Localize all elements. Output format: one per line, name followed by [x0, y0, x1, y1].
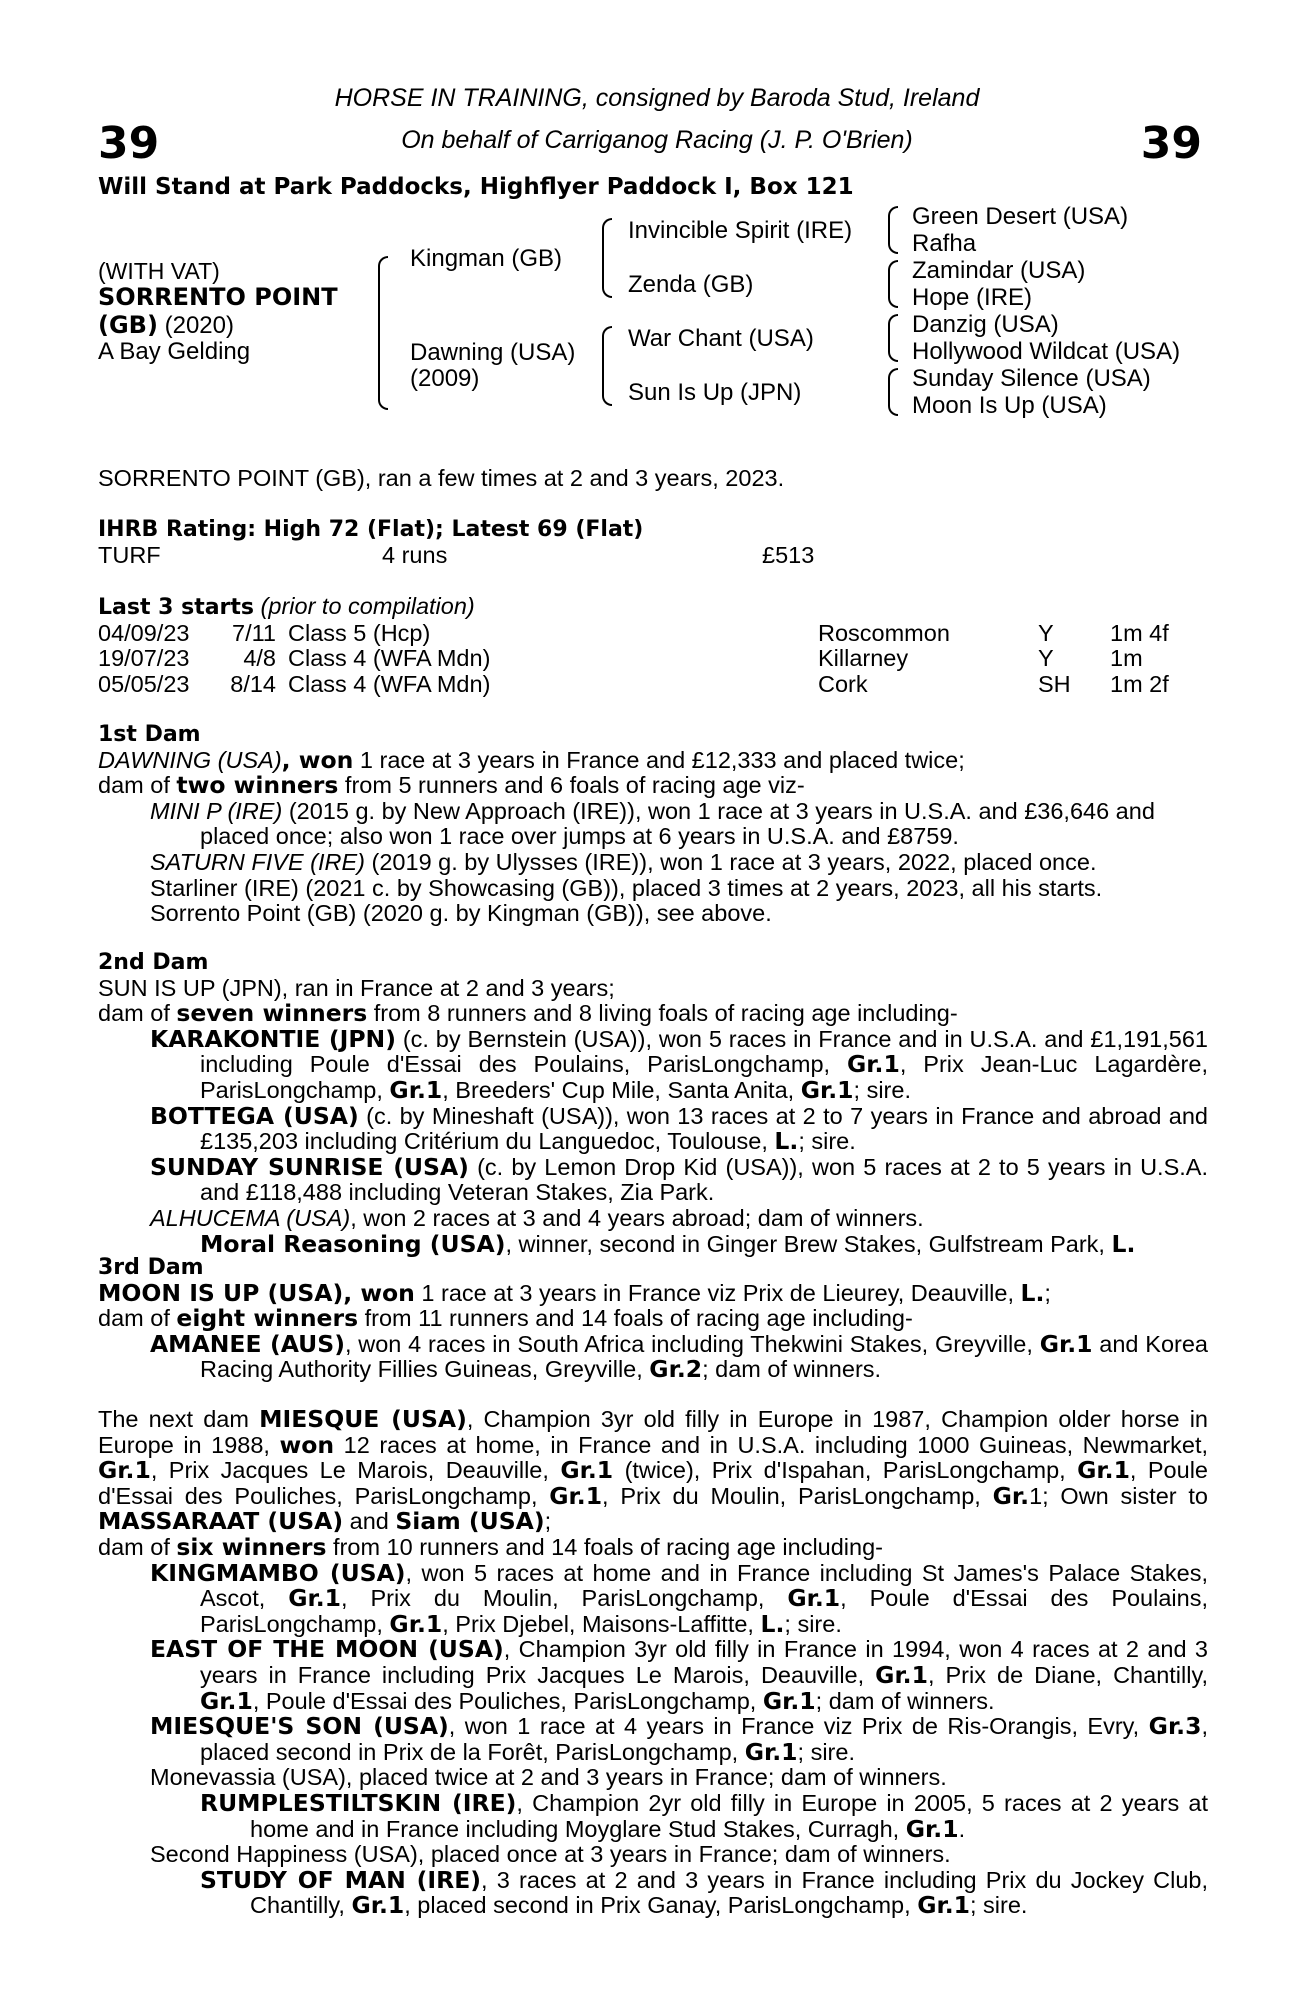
- race-summary: SORRENTO POINT (GB), ran a few times at 2 and 3 years, 2023.: [98, 465, 785, 491]
- start-dist: 1m 2f: [1110, 670, 1169, 697]
- second-dam-line1: SUN IS UP (JPN), ran in France at 2 and 3 years;: [98, 974, 615, 1001]
- consignor-line: HORSE IN TRAINING, consigned by Baroda Stud, Ireland: [334, 84, 980, 112]
- earnings: £513: [762, 541, 815, 568]
- first-dam-title: 1st Dam: [98, 722, 201, 747]
- start-going: Y: [1038, 619, 1054, 646]
- ggp-1: Green Desert (USA): [912, 203, 1129, 230]
- start-row: [98, 646, 1208, 672]
- ggp-7: Sunday Silence (USA): [912, 365, 1151, 392]
- brace-sire-line: [602, 218, 612, 298]
- stand-location: Will Stand at Park Paddocks, Highflyer Paddock I, Box 121: [98, 174, 854, 200]
- first-dam-line2: dam of two winners from 5 runners and 6 foals of racing age viz-: [98, 771, 805, 800]
- horse-name: SORRENTO POINT: [98, 283, 338, 311]
- sire-sire: Invincible Spirit (IRE): [628, 217, 853, 244]
- miesques-son-entry: MIESQUE'S SON (USA), won 1 race at 4 years in France viz Prix de Ris-Orangis, Evry, Gr.3, placed second in Prix de la Forêt, ParisLongchamp, Gr.1; sire.: [150, 1712, 1208, 1766]
- brace-g2: [888, 260, 898, 308]
- kingmambo-entry: KINGMAMBO (USA), won 5 races at home and in France including St James's Palace Stakes, Ascot, Gr.1, Prix du Moulin, ParisLongchamp, Gr.1, Poule d'Essai des Poulains, ParisLongchamp, Gr.1, Prix Djebel, Maisons-Laffitte, L.; sire.: [150, 1558, 1208, 1638]
- start-class: Class 4 (WFA Mdn): [288, 645, 491, 672]
- moral-reasoning-entry: Moral Reasoning (USA), winner, second in Ginger Brew Stakes, Gulfstream Park, L.: [200, 1229, 1136, 1258]
- brace-g3: [888, 314, 898, 362]
- dam-dam: Sun Is Up (JPN): [628, 379, 802, 406]
- third-dam-line2: dam of eight winners from 11 runners and 14 foals of racing age including-: [98, 1304, 913, 1333]
- sire-dam: Zenda (GB): [628, 271, 754, 298]
- start-dist: 1m 4f: [1110, 619, 1169, 646]
- start-row: [98, 621, 1208, 647]
- produce-2: SATURN FIVE (IRE) (2019 g. by Ulysses (IRE)), won 1 race at 3 years, 2022, placed once.: [150, 848, 1097, 875]
- brace-sire-dam: [378, 256, 388, 410]
- third-dam-title: 3rd Dam: [98, 1255, 204, 1280]
- last-starts-heading: Last 3 starts (prior to compilation): [98, 593, 475, 620]
- start-going: Y: [1038, 645, 1054, 672]
- rating-block: [98, 517, 1208, 568]
- ggp-2: Rafha: [912, 230, 977, 257]
- horse-description: A Bay Gelding: [98, 338, 251, 365]
- start-date: 05/05/23: [98, 670, 190, 697]
- start-date: 04/09/23: [98, 619, 190, 646]
- start-pos: 8/14: [230, 670, 276, 697]
- lot-number-right: 39: [1140, 118, 1202, 169]
- second-dam-section: [98, 950, 1208, 1257]
- second-happiness-entry: Second Happiness (USA), placed once at 3 years in France; dam of winners.: [150, 1841, 951, 1868]
- start-course: Cork: [818, 670, 868, 697]
- runs: 4 runs: [382, 541, 448, 568]
- last-starts-block: [98, 594, 1208, 697]
- second-dam-title: 2nd Dam: [98, 950, 209, 975]
- next-dam-section: [98, 1407, 1208, 1919]
- karakontie-entry: KARAKONTIE (JPN) (c. by Bernstein (USA)), won 5 races in France and in U.S.A. and £1,191,561 including Poule d'Essai des Poulains, ParisLongchamp, Gr.1, Prix Jean-Luc Lagardère, ParisLongchamp, Gr.1, Breeders' Cup Mile, Santa Anita, Gr.1; sire.: [150, 1024, 1208, 1104]
- start-date: 19/07/23: [98, 645, 190, 672]
- alhucema-entry: ALHUCEMA (USA), won 2 races at 3 and 4 years abroad; dam of winners.: [150, 1204, 924, 1231]
- start-pos: 7/11: [232, 619, 276, 646]
- start-pos: 4/8: [243, 645, 276, 672]
- brace-dam-line: [602, 326, 612, 406]
- dam-year: (2009): [410, 365, 480, 392]
- on-behalf-line: On behalf of Carriganog Racing (J. P. O'Brien): [401, 126, 913, 154]
- ggp-8: Moon Is Up (USA): [912, 392, 1107, 419]
- start-going: SH: [1038, 670, 1071, 697]
- brace-g4: [888, 368, 898, 416]
- ggp-5: Danzig (USA): [912, 311, 1059, 338]
- start-row: [98, 672, 1208, 698]
- start-class: Class 5 (Hcp): [288, 619, 431, 646]
- start-course: Roscommon: [818, 619, 950, 646]
- ggp-6: Hollywood Wildcat (USA): [912, 338, 1181, 365]
- produce-4: Sorrento Point (GB) (2020 g. by Kingman (GB)), see above.: [150, 900, 772, 927]
- miesque-paragraph: The next dam MIESQUE (USA), Champion 3yr old filly in Europe in 1987, Champion older horse in Europe in 1988, won 12 races at home, in France and in U.S.A. including 1000 Guineas, Newmarket, Gr.1, Prix Jacques Le Marois, Deauville, Gr.1 (twice), Prix d'Ispahan, ParisLongchamp, Gr.1, Poule d'Essai des Pouliches, ParisLongchamp, Gr.1, Prix du Moulin, ParisLongchamp, Gr.1; Own sister to MASSARAAT (USA) and Siam (USA);: [98, 1405, 1209, 1536]
- monevassia-entry: Monevassia (USA), placed twice at 2 and 3 years in France; dam of winners.: [150, 1764, 947, 1791]
- amanee-entry: AMANEE (AUS), won 4 races in South Africa including Thekwini Stakes, Greyville, Gr.1 and Korea Racing Authority Fillies Guineas, Greyville, Gr.2; dam of winners.: [150, 1329, 1209, 1384]
- rumplestiltskin-entry: RUMPLESTILTSKIN (IRE), Champion 2yr old filly in Europe in 2005, 5 races at 2 years at home and in France including Moyglare Stud Stakes, Curragh, Gr.1.: [200, 1788, 1208, 1843]
- produce-3: Starliner (IRE) (2021 c. by Showcasing (GB)), placed 3 times at 2 years, 2023, all his starts.: [150, 874, 1103, 901]
- rating-row: [98, 543, 1208, 569]
- study-of-man-entry: STUDY OF MAN (IRE), 3 races at 2 and 3 years in France including Prix du Jockey Club, Chantilly, Gr.1, placed second in Prix Ganay, ParisLongchamp, Gr.1; sire.: [200, 1865, 1208, 1920]
- ggp-3: Zamindar (USA): [912, 257, 1086, 284]
- start-class: Class 4 (WFA Mdn): [288, 670, 491, 697]
- dam: Dawning (USA): [410, 339, 576, 366]
- start-course: Killarney: [818, 645, 909, 672]
- second-dam-line2: dam of seven winners from 8 runners and 8 living foals of racing age including-: [98, 999, 958, 1028]
- ggp-4: Hope (IRE): [912, 284, 1033, 311]
- surface: TURF: [98, 541, 161, 568]
- miesque-line2: dam of six winners from 10 runners and 14 foals of racing age including-: [98, 1532, 883, 1561]
- bottega-entry: BOTTEGA (USA) (c. by Mineshaft (USA)), won 13 races at 2 to 7 years in France and abroad and £135,203 including Critérium du Languedoc, Toulouse, L.; sire.: [150, 1101, 1208, 1156]
- east-of-the-moon-entry: EAST OF THE MOON (USA), Champion 3yr old filly in France in 1994, won 4 races at 2 and 3 years in France including Prix Jacques Le Marois, Deauville, Gr.1, Prix de Diane, Chantilly, Gr.1, Poule d'Essai des Pouliches, ParisLongchamp, Gr.1; dam of winners.: [150, 1635, 1208, 1715]
- first-dam-section: [98, 722, 1208, 927]
- dam-sire: War Chant (USA): [628, 325, 814, 352]
- first-dam-line1: DAWNING (USA), won 1 race at 3 years in France and £12,333 and placed twice;: [98, 745, 965, 774]
- produce-1: MINI P (IRE) (2015 g. by New Approach (IRE)), won 1 race at 3 years in U.S.A. and £36,646 and placed once; also won 1 race over jumps at 6 years in U.S.A. and £8759.: [150, 797, 1155, 850]
- vat-note: (WITH VAT): [98, 258, 220, 284]
- horse-country-year: (GB) (2020): [98, 311, 234, 339]
- third-dam-line1: MOON IS UP (USA), won 1 race at 3 years in France viz Prix de Lieurey, Deauville, L.;: [98, 1278, 1051, 1307]
- third-dam-section: [98, 1255, 1208, 1383]
- rating-title: IHRB Rating: High 72 (Flat); Latest 69 (Flat): [98, 517, 644, 542]
- lot-number-left: 39: [98, 118, 160, 169]
- start-dist: 1m: [1110, 645, 1143, 672]
- starts-table: [98, 621, 1208, 698]
- sire: Kingman (GB): [410, 245, 563, 272]
- sunday-sunrise-entry: SUNDAY SUNRISE (USA) (c. by Lemon Drop Kid (USA)), won 5 races at 2 to 5 years in U.S.A. and £118,488 including Veteran Stakes, Zia Park.: [150, 1152, 1208, 1206]
- brace-g1: [888, 206, 898, 254]
